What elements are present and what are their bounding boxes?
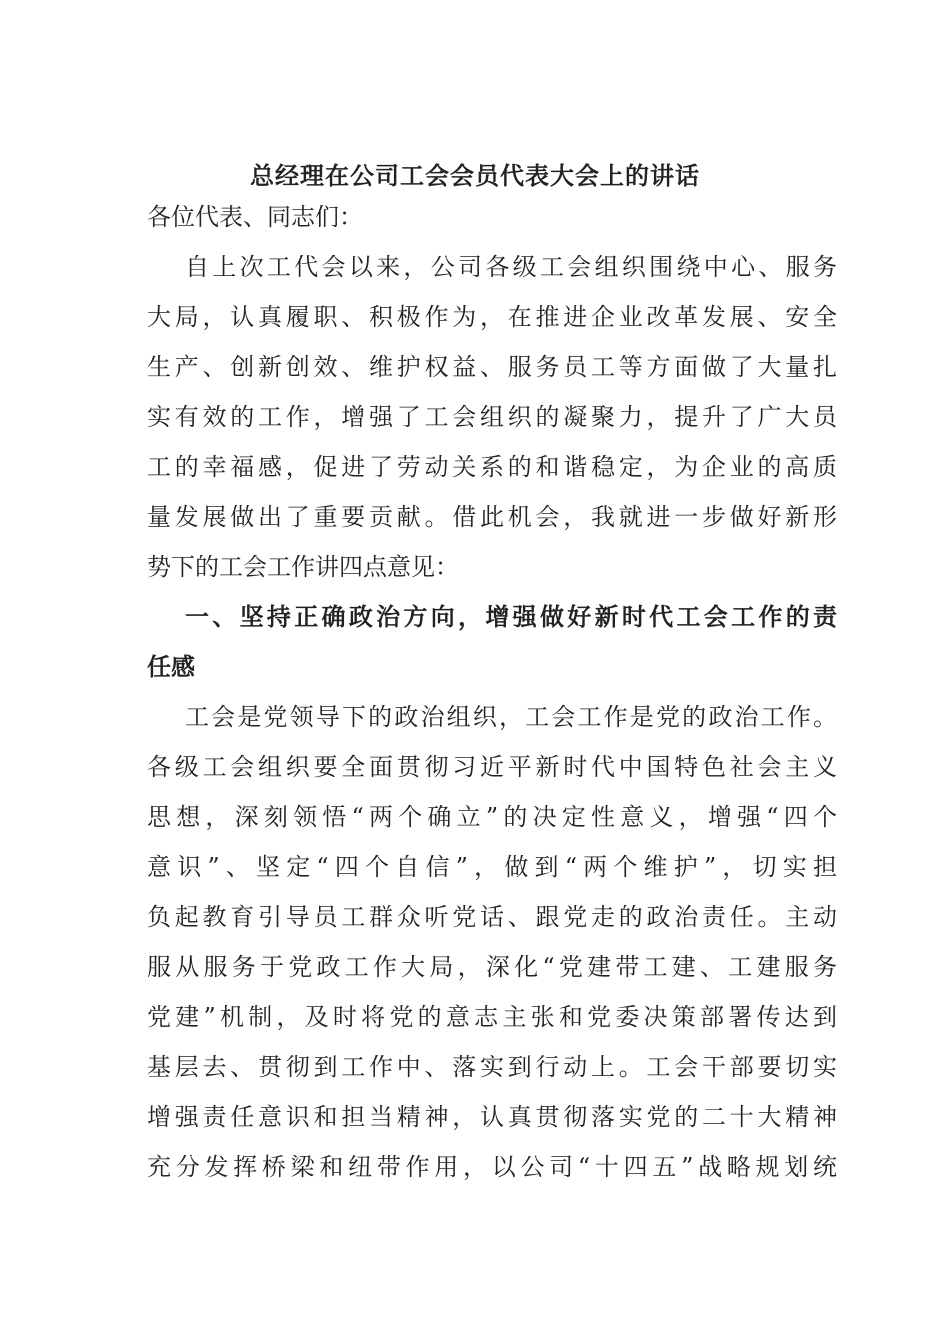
paragraph-line: 工会是党领导下的政治组织，工会工作是党的政治工作。 bbox=[185, 703, 837, 731]
paragraph-line: 实有效的工作，增强了工会组织的凝聚力，提升了广大员 bbox=[147, 403, 837, 431]
document-title: 总经理在公司工会会员代表大会上的讲话 bbox=[250, 161, 700, 190]
paragraph-line: 生产、创新创效、维护权益、服务员工等方面做了大量扎 bbox=[147, 353, 837, 381]
paragraph-line: 负起教育引导员工群众听党话、跟党走的政治责任。主动 bbox=[147, 903, 837, 931]
paragraph-line: 增强责任意识和担当精神，认真贯彻落实党的二十大精神 bbox=[147, 1103, 837, 1131]
paragraph-line: 势下的工会工作讲四点意见： bbox=[147, 553, 459, 581]
paragraph-line: 党建”机制，及时将党的意志主张和党委决策部署传达到 bbox=[147, 1003, 837, 1031]
paragraph-line: 各级工会组织要全面贯彻习近平新时代中国特色社会主义 bbox=[147, 753, 837, 781]
paragraph-line: 工的幸福感，促进了劳动关系的和谐稳定，为企业的高质 bbox=[147, 453, 837, 481]
document-body bbox=[147, 192, 837, 1192]
paragraph-line: 量发展做出了重要贡献。借此机会，我就进一步做好新形 bbox=[147, 503, 837, 531]
paragraph-line: 意识”、坚定“四个自信”，做到“两个维护”，切实担 bbox=[147, 853, 837, 881]
paragraph-line: 充分发挥桥梁和纽带作用，以公司“十四五”战略规划统 bbox=[147, 1153, 837, 1181]
salutation-line: 各位代表、同志们： bbox=[147, 203, 363, 231]
paragraph-line: 基层去、贯彻到工作中、落实到行动上。工会干部要切实 bbox=[147, 1053, 837, 1081]
paragraph-line: 大局，认真履职、积极作为，在推进企业改革发展、安全 bbox=[147, 303, 837, 331]
paragraph-line: 自上次工代会以来，公司各级工会组织围绕中心、服务 bbox=[185, 253, 837, 281]
paragraph-line: 服从服务于党政工作大局，深化“党建带工建、工建服务 bbox=[147, 953, 837, 981]
section-heading-line: 一、坚持正确政治方向，增强做好新时代工会工作的责 bbox=[185, 602, 837, 631]
section-heading-line: 任感 bbox=[147, 652, 195, 681]
paragraph-line: 思想，深刻领悟“两个确立”的决定性意义，增强“四个 bbox=[147, 803, 837, 831]
